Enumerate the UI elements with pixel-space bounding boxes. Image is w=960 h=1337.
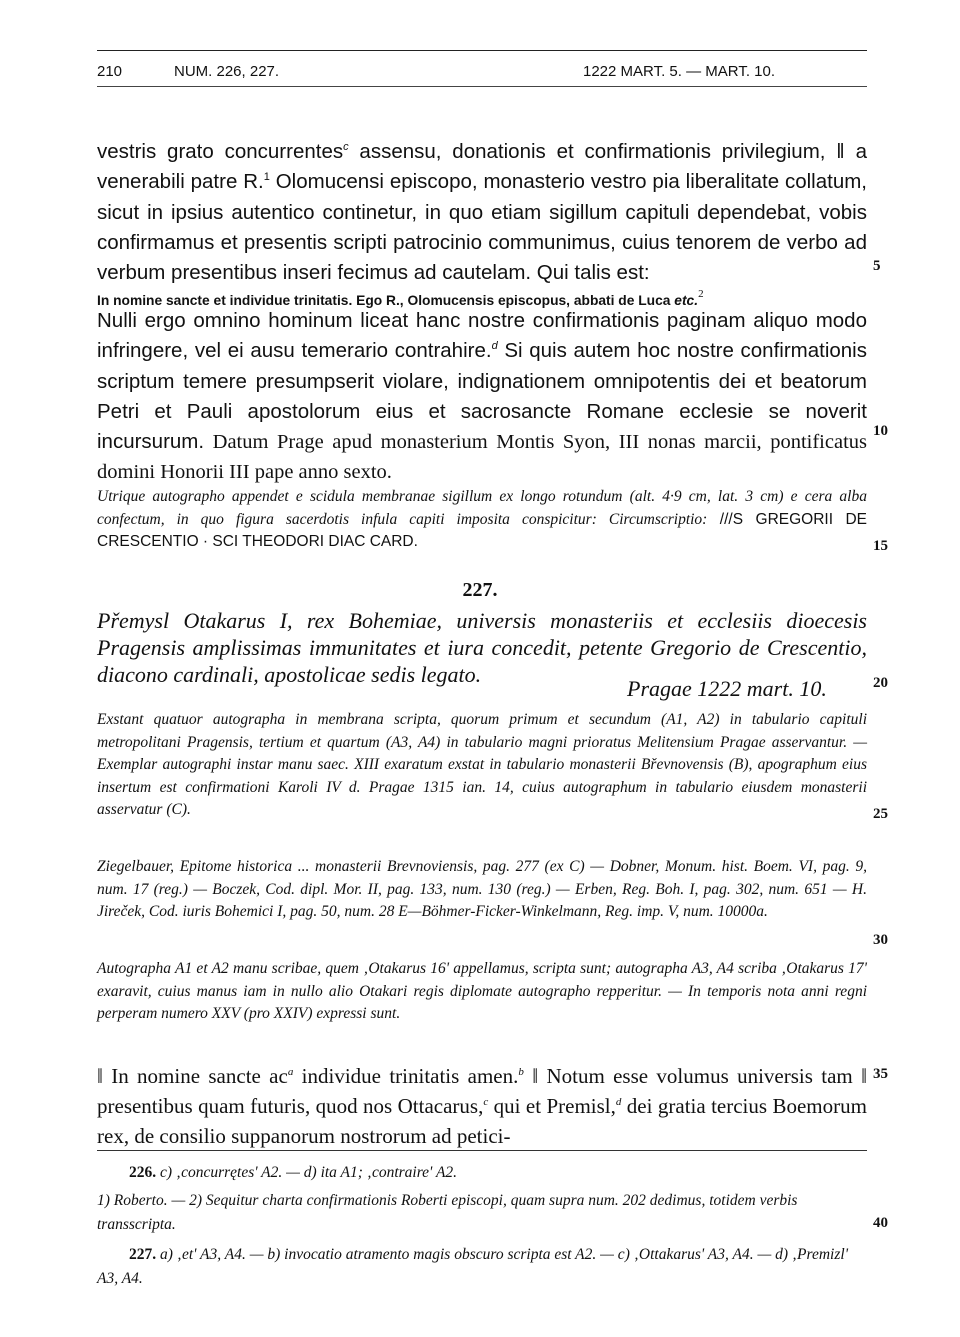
footnote-mark: d (491, 340, 498, 353)
inserted-etc: etc. (670, 293, 699, 308)
text-run: ‖ Notum esse volumus universis tam ‖ presentibus quam futuris, quod nos Ottacarus, (97, 1064, 867, 1118)
doc227-tradition-note: Exstant quatuor autographa in membrana scripta, quorum primum et secundum (A1, A2) in tabulario capituli metropolitani Pragensis, tertium et quartum (A3, A4) in tabulario magni prioratus Melitensium Pragae asservantur. — Exemplar autographi instar manu saec. XIII exaratum exstat in tabulario monasterii Břevnovensis (B), apographum eius insertum est confirmationi Karoli IV d. Pragae 1315 ian. 14, cuius autographum in tabulario eiusdem monasterii asservatur (C). (97, 711, 867, 819)
footnote-mark: 2 (698, 288, 704, 301)
text-run: Si quis autem hoc nostre confirmationis scriptum temere presumpserit violare, indignationem omnipotentis dei et beatorum Petri et Pauli apostolorum eius et sacrosancte Romane ecclesie se noverit incursurum. (97, 339, 867, 454)
text-run: vestris grato concurrentes (97, 140, 344, 163)
footnote-text: a) ‚et' A3, A4. — b) invocatio atramento magis obscuro scripta est A2. — c) ‚Ottakarus' A3, A4. — d) ‚Premizl' A3, A4. (97, 1246, 849, 1287)
line-number: 5 (873, 258, 881, 274)
footnote-1-2: 1) Roberto. — 2) Sequitur charta confirmationis Roberti episcopi, quam supra num. 202 dedimus, totidem verbis transscripta. (97, 1192, 798, 1233)
line-number: 20 (873, 675, 888, 691)
footnote-label: 227. (129, 1246, 157, 1263)
footnote-mark: c (483, 1096, 489, 1108)
inserted-text: In nomine sancte et individue trinitatis. Ego R., Olomucensis episcopus, abbati de Luca (97, 293, 671, 308)
running-head (97, 59, 867, 83)
line-number: 10 (873, 423, 888, 439)
doc227-scribe-note: Autographa A1 et A2 manu scribae, quem ‚Otakarus 16' appellamus, scripta sunt; autographa A3, A4 scriba ‚Otakarus 17' exaravit, cuius manus iam in nullo alio Otakari regis diplomate autographo repperitur. — In temporis nota anni regni perperam numero XXV (pro XXIV) expressi sunt. (97, 960, 867, 1023)
footnote-226 (97, 1161, 867, 1185)
footnote-mark: 1 (263, 171, 270, 184)
date-range: 1222 MART. 5. — MART. 10. (583, 63, 776, 80)
line-number: 15 (873, 538, 888, 554)
circumscription-text: ///S GREGORII DE CRESCENTIO · SCI THEODORI DIAC CARD. (97, 510, 868, 551)
line-number: 35 (873, 1066, 888, 1082)
seal-text: Utrique autographo appendet e scidula membranae sigillum ex longo rotundum (alt. 4·9 cm, lat. 3 cm) e cera alba confectum, in quo figura sacerdotis infula capiti imposita conspicitur: (97, 488, 867, 528)
footnote-227 (97, 1243, 867, 1291)
footnote-rule (97, 1150, 867, 1151)
line-number: 30 (873, 932, 888, 948)
footnote-mark: d (615, 1096, 622, 1108)
doc227-number: 227. (462, 579, 498, 601)
doc227-text (97, 1061, 867, 1151)
line-number: 40 (873, 1215, 888, 1231)
text-run: dei gratia tercius Boemorum rex, de consilio suppanorum nostrorum ad petici- (97, 1094, 867, 1148)
seal-description (97, 486, 867, 554)
footnote-mark: b (518, 1066, 524, 1078)
footnote-mark: a (287, 1066, 294, 1078)
regest-text: Přemysl Otakarus I, rex Bohemiae, universis monasteriis et ecclesiis dioecesis Pragensis amplissimas immunitates et iura concedit, petente Gregorio de Crescentio, diacono cardinali, apostolicae sedis legato. (97, 608, 867, 687)
text-run: individue trinitatis amen. (293, 1064, 519, 1088)
text-run: Nulli ergo omnino hominum liceat hanc nostre confirmationis paginam aliquo modo infringere, vel ei ausu temerario contrahire. (97, 309, 867, 363)
text-run: ‖ In nomine sancte ac (97, 1064, 288, 1088)
footnote-text: c) ‚concurrętes' A2. — d) ita A1; ‚contraire' A2. (156, 1164, 458, 1181)
footnote-mark: c (343, 141, 349, 154)
doc227-literature-note: Ziegelbauer, Epitome historica ... monasterii Brevnoviensis, pag. 277 (ex C) — Dobner, Monum. hist. Boem. VI, pag. 9, num. 17 (reg.) — Boczek, Cod. dipl. Mor. II, pag. 133, num. 130 (reg.) — Erben, Reg. Boh. I, pag. 302, num. 651 — H. Jireček, Cod. iuris Bohemici I, pag. 50, num. 28 E—Böhmer-Ficker-Winkelmann, Reg. imp. V, num. 10000a. (97, 858, 867, 921)
page-number: 210 (97, 63, 123, 80)
doc226-sanction (97, 306, 867, 488)
header-rule-bottom (97, 86, 867, 87)
doc226-text (97, 137, 867, 288)
document-numbers: NUM. 226, 227. (174, 63, 280, 80)
circumscription-label: Circumscriptio: (608, 510, 708, 528)
header-rule-top (97, 50, 867, 51)
text-run: Olomucensi episcopo, monasterio vestro pia liberalitate collatum, sicut in ipsius autentico continetur, in quo etiam sigillum capituli dependebat, vobis confirmamus et presentis scripti patrocinio communimus, cuius tenorem de verbo ad verbum presentibus inseri fecimus ad cautelam. Qui talis est: (97, 170, 867, 285)
text-run: qui et Premisl, (488, 1094, 616, 1118)
datum-clause: Datum Prage apud monasterium Montis Syon, III nonas marcii, pontificatus domini Honorii III pape anno sexto. (97, 431, 867, 484)
line-number: 25 (873, 806, 888, 822)
doc227-date: Pragae 1222 mart. 10. (627, 676, 827, 701)
text-run: assensu, donationis et confirmationis privilegium, ‖ a venerabili patre R. (97, 140, 867, 194)
footnote-label: 226. (129, 1164, 157, 1181)
